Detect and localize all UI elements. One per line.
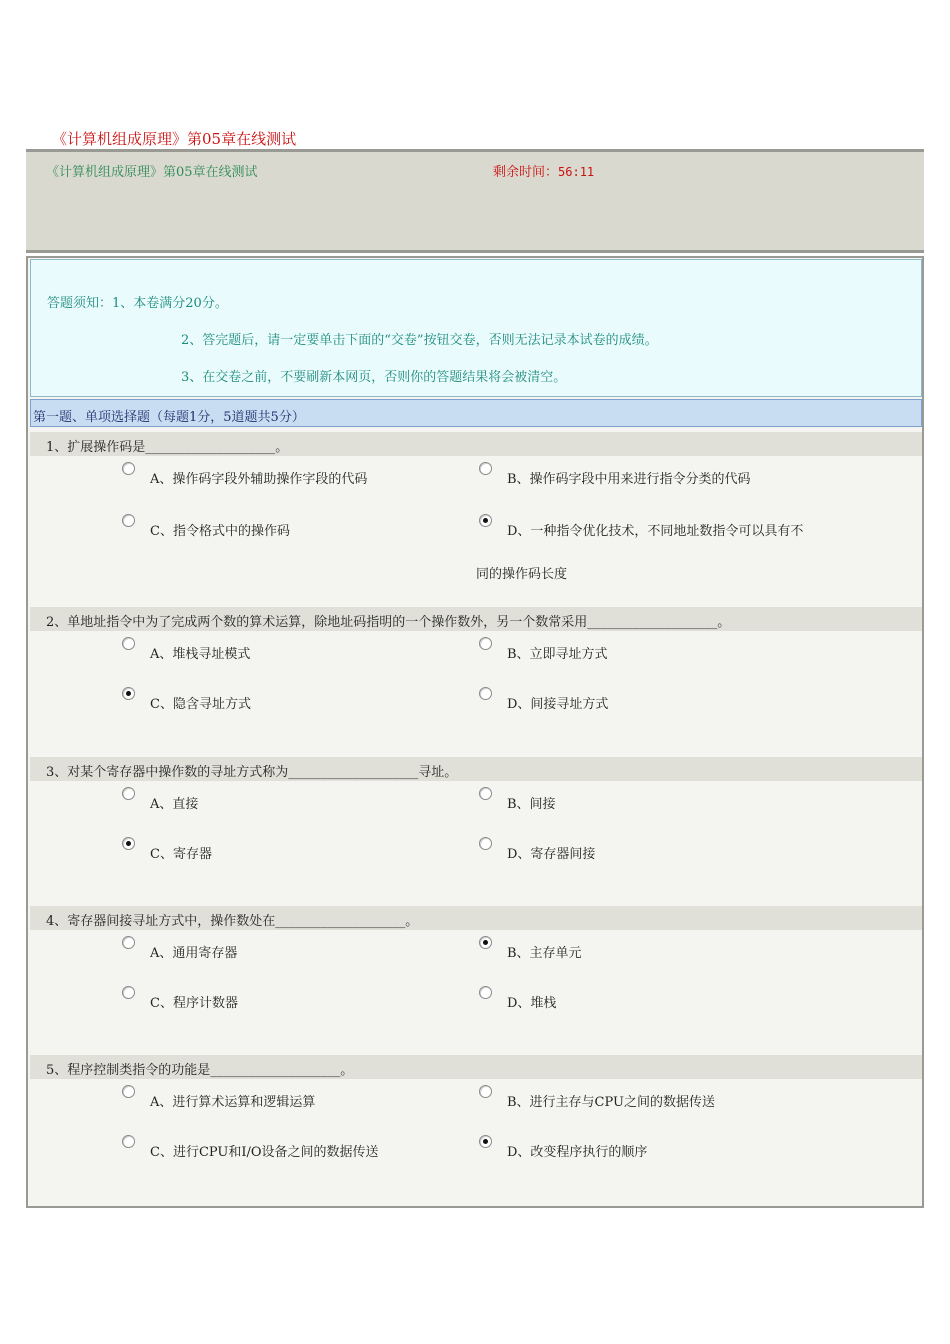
notice-box (30, 259, 922, 397)
question-5-option-d-radio[interactable] (479, 1135, 492, 1148)
question-1-option-b-label: B、操作码字段中用来进行指令分类的代码 (507, 472, 751, 487)
notice-line-1: 答题须知：1、本卷满分20分。 (47, 296, 228, 311)
question-2-option-b-label: B、立即寻址方式 (507, 647, 608, 662)
question-3-text: 3、对某个寄存器中操作数的寻址方式称为____________________寻址。 (30, 757, 922, 781)
question-1-option-c-label: C、指令格式中的操作码 (150, 524, 290, 539)
question-2-option-b-radio[interactable] (479, 637, 492, 650)
question-5-option-b-label: B、进行主存与CPU之间的数据传送 (507, 1095, 715, 1110)
question-4-option-a-radio[interactable] (122, 936, 135, 949)
question-3-option-b-radio[interactable] (479, 787, 492, 800)
remaining-time (493, 161, 594, 180)
question-3-option-a-label: A、直接 (150, 797, 199, 812)
question-3-option-c-radio[interactable] (122, 837, 135, 850)
question-4-option-a-label: A、通用寄存器 (150, 946, 238, 961)
timer-label: 剩余时间： (493, 165, 559, 180)
section-header: 第一题、单项选择题（每题1分，5道题共5分） (30, 399, 922, 427)
question-1-option-d-label-continued: 同的操作码长度 (476, 567, 568, 582)
question-4-option-d-label: D、堆栈 (507, 996, 557, 1011)
page-title: 《计算机组成原理》第05章在线测试 (52, 130, 297, 148)
question-2-option-c-radio[interactable] (122, 687, 135, 700)
question-3-option-d-radio[interactable] (479, 837, 492, 850)
question-5-option-d-label: D、改变程序执行的顺序 (507, 1145, 648, 1160)
question-5-text: 5、程序控制类指令的功能是____________________。 (30, 1055, 922, 1079)
question-3-option-d-label: D、寄存器间接 (507, 847, 596, 862)
question-3-option-c-label: C、寄存器 (150, 847, 212, 862)
question-4-text: 4、寄存器间接寻址方式中，操作数处在____________________。 (30, 906, 922, 930)
timer-value: 56:11 (558, 165, 595, 179)
question-4-option-b-radio[interactable] (479, 936, 492, 949)
question-4-option-b-label: B、主存单元 (507, 946, 582, 961)
notice-line-3: 3、在交卷之前，不要刷新本网页，否则你的答题结果将会被清空。 (181, 370, 567, 385)
question-4-option-d-radio[interactable] (479, 986, 492, 999)
question-5-option-c-label: C、进行CPU和I/O设备之间的数据传送 (150, 1145, 379, 1160)
question-1-option-c-radio[interactable] (122, 514, 135, 527)
question-5-option-b-radio[interactable] (479, 1085, 492, 1098)
header-frame (26, 149, 924, 253)
question-1-text: 1、扩展操作码是____________________。 (30, 432, 922, 456)
question-4-option-c-label: C、程序计数器 (150, 996, 238, 1011)
question-3-option-a-radio[interactable] (122, 787, 135, 800)
question-2-option-d-label: D、间接寻址方式 (507, 697, 609, 712)
question-2-text: 2、单地址指令中为了完成两个数的算术运算，除地址码指明的一个操作数外，另一个数常采用____________________。 (30, 607, 922, 631)
question-2-option-a-radio[interactable] (122, 637, 135, 650)
notice-line-2: 2、答完题后，请一定要单击下面的“交卷”按钮交卷，否则无法记录本试卷的成绩。 (181, 333, 658, 348)
exam-frame (26, 256, 924, 1208)
question-4-option-c-radio[interactable] (122, 986, 135, 999)
question-2-option-c-label: C、隐含寻址方式 (150, 697, 251, 712)
question-5-option-a-radio[interactable] (122, 1085, 135, 1098)
question-1-option-d-label: D、一种指令优化技术，不同地址数指令可以具有不 (507, 524, 804, 539)
question-1-option-b-radio[interactable] (479, 462, 492, 475)
question-5-option-a-label: A、进行算术运算和逻辑运算 (150, 1095, 316, 1110)
header-title: 《计算机组成原理》第05章在线测试 (46, 165, 258, 180)
question-1-option-a-label: A、操作码字段外辅助操作字段的代码 (150, 472, 368, 487)
question-1-option-a-radio[interactable] (122, 462, 135, 475)
question-2-option-d-radio[interactable] (479, 687, 492, 700)
question-5-option-c-radio[interactable] (122, 1135, 135, 1148)
question-2-option-a-label: A、堆栈寻址模式 (150, 647, 251, 662)
question-3-option-b-label: B、间接 (507, 797, 556, 812)
question-1-option-d-radio[interactable] (479, 514, 492, 527)
